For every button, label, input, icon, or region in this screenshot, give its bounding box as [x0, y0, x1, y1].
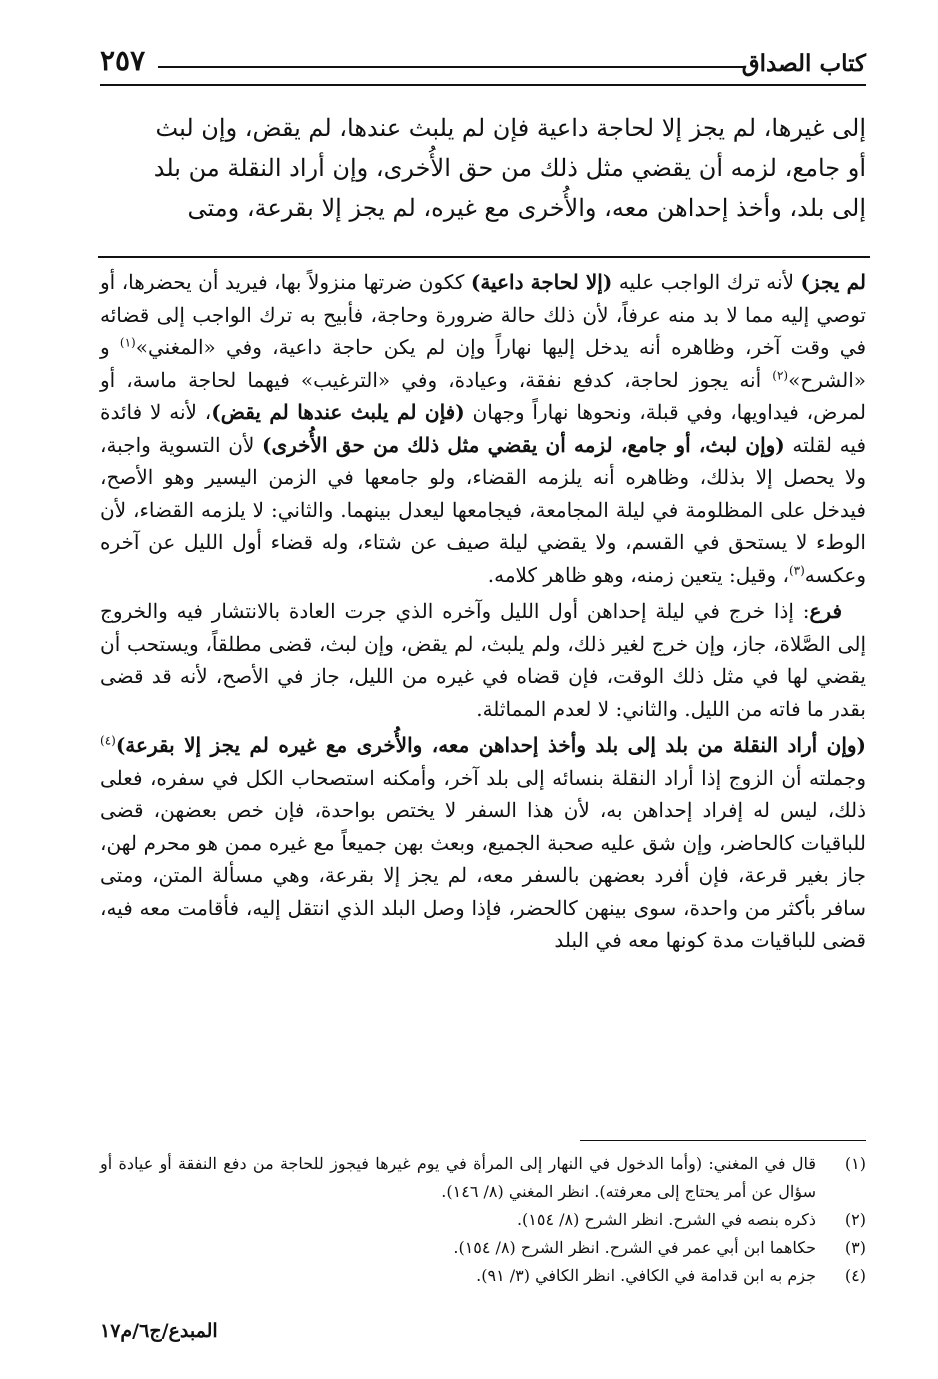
- volume-signature: المبدع/ج٦/م١٧: [100, 1320, 218, 1342]
- footnote-text: ذكره بنصه في الشرح. انظر الشرح (٨/ ١٥٤).: [516, 1210, 816, 1229]
- chapter-title: كتاب الصداق: [741, 50, 866, 77]
- footnote: [100, 1150, 866, 1206]
- footnote-number: (١): [844, 1154, 866, 1173]
- commentary-paragraph: [100, 595, 866, 725]
- footnote-ref[interactable]: (٤): [100, 733, 116, 748]
- main-text-line: أو جامع، لزمه أن يقضي مثل ذلك من حق الأُخرى، وإن أراد النقلة من بلد: [153, 154, 866, 182]
- text-run: : إذا خرج في ليلة إحداهن أول الليل وآخره الذي جرت العادة بالانتشار فيه والخروج إلى الصَّلاة، جاز، وإن خرج لغير ذلك، ولم يلبث، لم يقض، وإن لبث، قضى مطلقاً، ويستحب أن يقضي لها في مثل ذلك الوقت، فإن قضاه في غيره من الليل، جاز في الأصح، لأنه قد قضى بقدر ما فاته من الليل. والثاني: لا لعدم المماثلة.: [100, 599, 866, 721]
- main-text-line: إلى غيرها، لم يجز إلا لحاجة داعية فإن لم يلبث عندها، لم يقض، وإن لبث: [155, 114, 866, 142]
- footnote-text: جزم به ابن قدامة في الكافي. انظر الكافي (٣/ ٩١).: [476, 1266, 816, 1285]
- footnote-text: حكاهما ابن أبي عمر في الشرح. انظر الشرح (٨/ ١٥٤).: [453, 1238, 816, 1257]
- footnote-ref[interactable]: (٣): [788, 562, 805, 577]
- header-rule: [158, 66, 746, 68]
- text-run: لأنه ترك الواجب عليه: [612, 270, 801, 294]
- footnote: [100, 1262, 866, 1290]
- page-number: ٢٥٧: [100, 44, 146, 77]
- bold-text: لم يجز): [800, 270, 867, 294]
- footnote-text: قال في المغني: (وأما الدخول في النهار إلى المرأة في يوم غيرها فيجوز للحاجة من دفع النفقة أو عيادة أو سؤال عن أمر يحتاج إلى معرفته). انظر المغني (٨/ ١٤٦).: [100, 1154, 816, 1201]
- bold-text: (إلا لحاجة داعية): [470, 270, 613, 294]
- text-run: لأن التسوية واجبة، ولا يحصل إلا بذلك، وظاهره أنه يلزمه القضاء، ولو جامعها في الزمن اليسير وهو الأصح، فيدخل على المظلومة في ليلة المجامعة، فيجامعها ليعدل بينهما. والثاني: لا يلزمه القضاء، لأن الوطء لا يستحق في القسم، ولا يقضي ليلة صيف عن شتاء، وله قضاء أول الليل عن آخره وعكسه: [100, 432, 866, 587]
- footnote: [100, 1206, 866, 1234]
- text-run: ، وقيل: يتعين زمنه، وهو ظاهر كلامه.: [487, 562, 789, 587]
- text-run: أنه يجوز لحاجة، كدفع نفقة، وعيادة، وفي «الترغيب» فيهما لحاجة ماسة، أو لمرض، فيداويها، وفي قبلة، ونحوها نهاراً وجهان: [100, 367, 867, 424]
- footnote-number: (٤): [844, 1266, 866, 1285]
- page-header: [100, 44, 866, 84]
- commentary-paragraph: [100, 266, 866, 591]
- header-bottom-rule: [100, 84, 866, 86]
- commentary: [100, 266, 866, 957]
- commentary-paragraph: [100, 729, 866, 957]
- main-text-line: إلى بلد، وأخذ إحداهن معه، والأُخرى مع غيره، لم يجز إلا بقرعة، ومتى: [187, 194, 866, 222]
- bold-text: (فإن لم يلبث عندها لم يقض): [211, 400, 465, 424]
- text-run: ككون ضرتها منزولاً بها، فيريد أن يحضرها، أو توصي إليه مما لا بد منه عرفاً، لأن ذلك حالة ضرورة وحاجة، فأبيح به ترك الواجب إلى قضائه في وقت آخر، وظاهره أنه يدخل إليها نهاراً وإن لم يكن حاجة داعية، وفي «المغني»: [100, 270, 867, 359]
- footnotes: [100, 1150, 866, 1290]
- bold-text: فرع: [809, 599, 842, 623]
- footnote-number: (٣): [844, 1238, 866, 1257]
- footnote: [100, 1234, 866, 1262]
- text-run: و «الشرح»: [100, 335, 866, 392]
- bold-text: (وإن لبث، أو جامع، لزمه أن يقضي مثل ذلك من حق الأُخرى): [262, 432, 785, 457]
- text-run: ، لأنه لا فائدة فيه لقلته: [100, 400, 866, 457]
- footnote-ref[interactable]: (١): [119, 335, 136, 350]
- text-divider: [98, 256, 870, 258]
- bold-text: (وإن أراد النقلة من بلد إلى بلد وأخذ إحداهن معه، والأُخرى مع غيره لم يجز إلا بقرعة): [115, 733, 866, 757]
- text-run: وجملته أن الزوج إذا أراد النقلة بنسائه إلى بلد آخر، وأمكنه استصحاب الكل في سفره، فعلى ذلك، ليس له إفراد إحداهن به، لأن هذا السفر لا يختص بواحدة، فإن خص بعضهن، قضى للباقيات كالحاضر، وإن شق عليه صحبة الجميع، وبعث بهن جميعاً مع غيره ممن هو محرم لهن، جاز بغير قرعة، فإن أفرد بعضهن بالسفر معه، لم يجز إلا بقرعة، وهي مسألة المتن، ومتى سافر بأكثر من واحدة، سوى بينهن كالحضر، فإذا وصل البلد الذي انتقل إليه، فأقامت معه فيه، قضى للباقيات مدة كونها معه في البلد: [100, 765, 867, 952]
- footnote-rule: [580, 1140, 866, 1141]
- footnote-ref[interactable]: (٢): [772, 367, 789, 382]
- main-text: [100, 108, 866, 228]
- footnote-number: (٢): [844, 1210, 866, 1229]
